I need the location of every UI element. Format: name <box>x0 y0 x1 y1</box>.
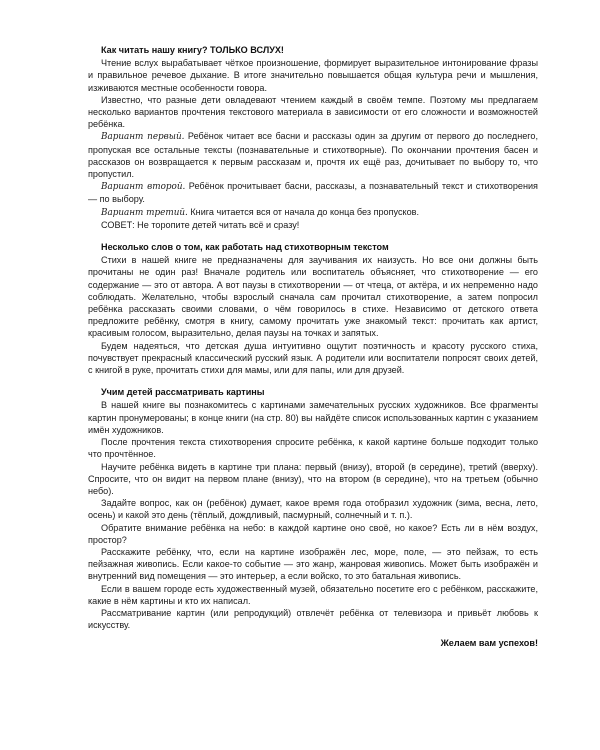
variant-two-label: Вариант второй. <box>101 182 186 193</box>
paragraph: В нашей книге вы познакомитесь с картинами замечательных русских художников. Все фрагменты картин пронумерованы; в конце книги (на стр. 80) вы найдёте список использованных картин с указанием имён художников. <box>88 400 538 435</box>
section-how-to-read <box>88 44 538 231</box>
variant-one-paragraph <box>88 130 538 180</box>
paragraph: Расскажите ребёнку, что, если на картине изображён лес, море, поле, — это пейзаж, то есть пейзажная живопись. Если какое-то событие — это жанр, жанровая живопись. Может быть изображён и внутренний вид помещения — это интерьер, а если войско, то это батальная живопись. <box>88 546 538 582</box>
variant-three-text: Книга читается вся от начала до конца без пропусков. <box>187 206 420 217</box>
section-paintings <box>88 386 538 631</box>
closing-wish: Желаем вам успехов! <box>440 638 538 649</box>
section-heading: Учим детей рассматривать картины <box>101 387 265 398</box>
variant-two-text: Ребёнок прочитывает басни, рассказы, а познавательный текст и стихотворения — по выбору. <box>88 181 538 205</box>
paragraph: Научите ребёнка видеть в картине три плана: первый (внизу), второй (в середине), третий (вверху). Спросите, что он видит на первом плане (внизу), что на втором (в середине), что на третьем (обычно небо). <box>88 461 538 496</box>
paragraph: После прочтения текста стихотворения спросите ребёнка, к какой картине больше подходит только что прочтённое. <box>88 437 538 460</box>
paragraph: Известно, что разные дети овладевают чтением каждый в своём темпе. Поэтому мы предлагаем несколько вариантов прочтения текстового материала в зависимости от его сложности и возможностей ребёнка. <box>88 94 538 130</box>
variant-one-text: Ребёнок читает все басни и рассказы один за другим от первого до последнего, пропуская все остальные тексты (познавательные и стихотворные). По окончании прочтения басен и рассказов он возвращается к первым рассказам и, прочтя их ещё раз, дочитывает по выбору то, что пропустил. <box>88 131 538 180</box>
variant-three-label: Вариант третий. <box>101 207 188 218</box>
paragraph: Рассматривание картин (или репродукций) отвлечёт ребёнка от телевизора и привьёт любовь к искусству. <box>88 607 538 631</box>
paragraph: Стихи в нашей книге не предназначены для заучивания их наизусть. Но все они должны быть прочитаны не один раз! Вначале родитель или воспитатель объясняет, что стихотворение — его содержание — это от автора. А вот паузы в стихотворении — от чтеца, от актёра, и их непременно надо соблюдать. Желательно, чтобы взрослый сначала сам прочитал стихотворение, а затем попросил ребёнка рассказать своими словами, о чём говорилось в стихе. Независимо от детского ответа предложите ребёнку, смотря в книгу, самому прочитать уже знакомый текст: прочитать как артист, красивым голосом, выразительно, делая паузы на точках и запятых. <box>88 255 538 339</box>
variant-three-paragraph <box>88 206 538 219</box>
paragraph: Чтение вслух вырабатывает чёткое произношение, формирует выразительное интонирование фразы и правильное речевое дыхание. В итоге значительно повышается общая культура речи и мышления, изживаются местные особенности говора. <box>88 58 538 93</box>
variant-two-paragraph <box>88 180 538 205</box>
paragraph: Если в вашем городе есть художественный музей, обязательно посетите его с ребёнком, расскажите, какие в нём картины и кто их написал. <box>88 583 538 606</box>
paragraph: Задайте вопрос, как он (ребёнок) думает, какое время года отобразил художник (зима, весна, лето, осень) и какой это день (тёплый, дождливый, пасмурный, солнечный и т. п.). <box>88 498 538 521</box>
section-heading: Несколько слов о том, как работать над стихотворным текстом <box>101 242 389 253</box>
variant-one-label: Вариант первый. <box>101 132 185 143</box>
section-poetry <box>88 241 538 376</box>
section-heading: Как читать нашу книгу? ТОЛЬКО ВСЛУХ! <box>101 45 284 55</box>
paragraph: Будем надеяться, что детская душа интуитивно ощутит поэтичность и красоту русского стиха, почувствует прекрасный классический русский язык. А родители или воспитатели попросят своих детей, с книгой в руке, прочитать стихи для мамы, или для папы, или для друзей. <box>88 340 538 376</box>
paragraph: Обратите внимание ребёнка на небо: в каждой картине оно своё, но какое? Есть ли в нём воздух, простор? <box>88 522 538 545</box>
advice-paragraph: СОВЕТ: Не торопите детей читать всё и сразу! <box>101 219 300 230</box>
